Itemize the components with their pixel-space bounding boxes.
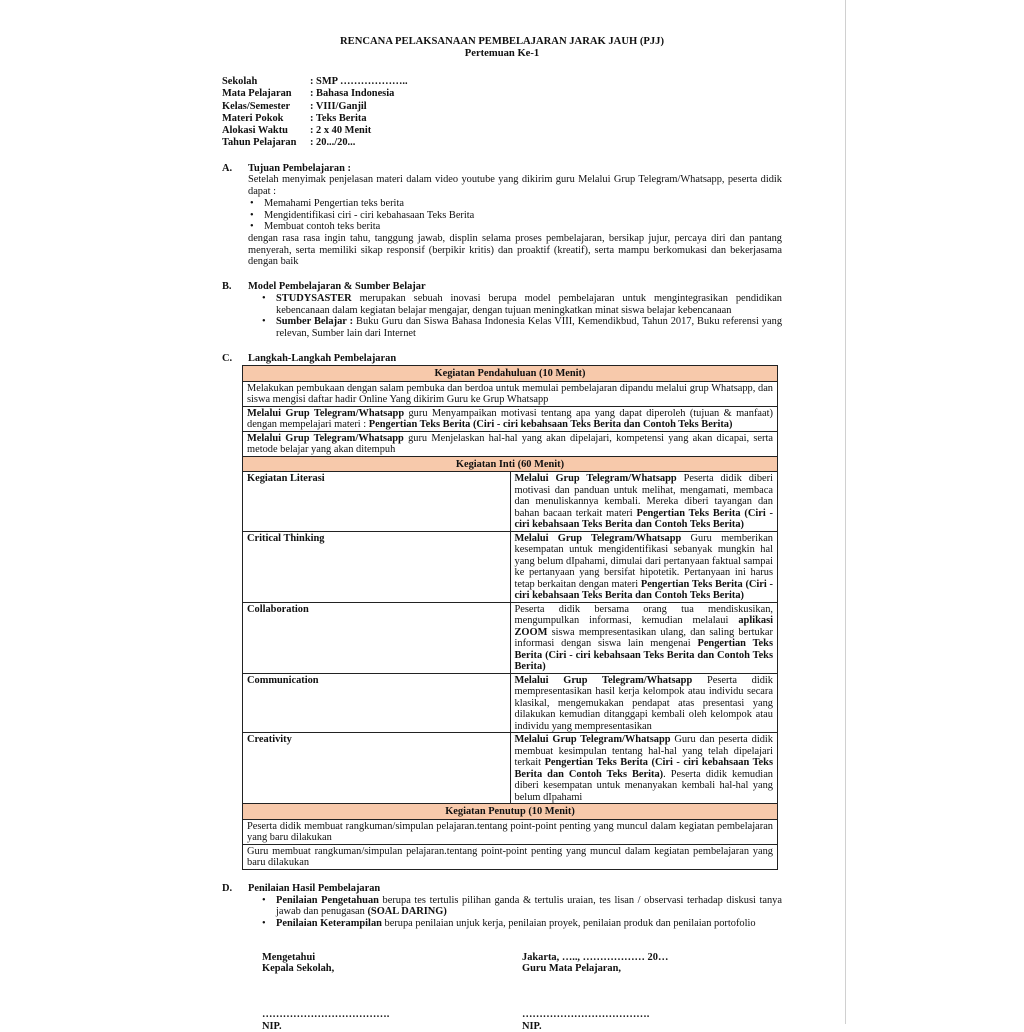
signature-role: Guru Mata Pelajaran, [522,963,621,975]
table-cell [510,733,778,804]
table-row [243,431,778,456]
list-item [260,918,782,930]
signature-line: ………………………………. [262,1009,390,1021]
text: guru Menyampaikan motivasi tentang apa yang dapat diperoleh (tujuan & manfaat) dengan mempelajari materi : [247,407,773,431]
table-row [243,804,778,820]
signature-date: Jakarta, ….., ……………… 20… [522,951,669,963]
section-letter: B. [222,281,232,293]
document-page [222,36,782,1032]
section-heading [222,883,782,895]
meta-label: Sekolah [222,76,258,87]
meta-value: : 20.../20... [310,137,356,149]
row-label: Collaboration [243,602,511,673]
identity-block [222,76,782,150]
list-item: • Membuat contoh teks berita [248,221,782,233]
meta-value: : SMP ……………….. [310,76,408,87]
table-cell [510,673,778,733]
text: berupa penilaian unjuk kerja, penilaian proyek, penilaian produk dan penilaian portofolio [381,917,756,929]
signature-line: ………………………………. [522,1009,650,1021]
meta-value: : Teks Berita [310,112,367,124]
row-label: Communication [243,673,511,733]
meta-label: Alokasi Waktu [222,125,288,137]
meta-row [222,137,782,149]
bold-text: STUDYSASTER [276,292,352,304]
section-title: Tujuan Pembelajaran : [248,162,351,174]
section-letter: D. [222,882,233,894]
row-label: Critical Thinking [243,531,511,602]
text: berupa tes tertulis pilihan ganda & tertulis uraian, tes lisan / observasi terhadap diskusi tanya jawab dan penugasan [276,894,782,918]
text: siswa mempresentasikan ulang, dan saling bertukar informasi dengan siswa lain mengenai [514,626,773,650]
table-header-penutup: Kegiatan Penutup (10 Menit) [243,804,778,820]
section-body [222,293,782,340]
table-row [243,366,778,382]
list-item [260,895,782,918]
table-cell [510,602,778,673]
table-cell: Peserta didik membuat rangkuman/simpulan pelajaran.tentang point-point penting yang muncul dalam kegiatan pembelajaran yang baru dilakukan [243,819,778,844]
bold-text: Pengertian Teks Berita (Ciri - ciri kebahsaan Teks Berita dan Contoh Teks Berita) [368,419,733,431]
signature-caption: Mengetahui [262,951,316,963]
page-edge [845,0,846,1024]
meta-label: Tahun Pelajaran [222,137,297,149]
meta-value: : Bahasa Indonesia [310,88,395,100]
bold-text: Melalui Grup Telegram/Whatsapp [514,734,671,746]
section-model [222,281,782,340]
table-row [243,531,778,602]
table-cell: Melakukan pembukaan dengan salam pembuka dan berdoa untuk memulai pembelajaran dipandu melalui grup Whatsapp, dan siswa mengisi daftar hadir Online Yang dikirim Guru ke Grup Whatsapp [243,381,778,406]
row-label: Creativity [243,733,511,804]
bold-text: aplikasi ZOOM [514,615,773,638]
bold-text: Pengertian Teks Berita (Ciri - ciri kebahsaan Teks Berita dan Contoh Teks Berita) [514,507,773,531]
document-title: RENCANA PELAKSANAAN PEMBELAJARAN JARAK JAUH (PJJ) [340,36,664,47]
list-item [260,293,782,316]
bold-text: Pengertian Teks Berita (Ciri - ciri kebahsaan Teks Berita dan Contoh Teks Berita) [514,757,773,780]
table-row [243,472,778,532]
bold-text: Melalui Grup Telegram/Whatsapp [514,473,677,485]
nip-label: NIP. [262,1020,282,1032]
table-cell [243,406,778,431]
table-row [243,602,778,673]
text: Guru dan peserta didik membuat kesimpulan tentang hal-hal yang telah dipelajari terkait [514,734,773,769]
meta-value: : VIII/Ganjil [310,100,367,112]
table-row [243,733,778,804]
meta-row [222,88,782,100]
text: Peserta didik bersama orang tua mendiskusikan, mengumpulkan informasi, kemudian melalaui [514,603,773,627]
meta-row [222,76,782,88]
meta-label: Mata Pelajaran [222,88,292,100]
signature-block [222,952,782,1032]
bold-text: Melalui Grup Telegram/Whatsapp [514,532,682,544]
section-title: Model Pembelajaran & Sumber Belajar [248,281,426,293]
table-header-pendahuluan: Kegiatan Pendahuluan (10 Menit) [243,366,778,382]
signature-left [262,952,522,1032]
signature-right [522,952,782,1032]
list-item: • Mengidentifikasi ciri - ciri kebahasaan Teks Berita [248,210,782,222]
table-cell [510,531,778,602]
bold-text: Melalui Grup Telegram/Whatsapp [514,674,693,686]
section-title: Penilaian Hasil Pembelajaran [248,882,381,894]
meta-value: : 2 x 40 Menit [310,125,372,137]
table-cell [243,431,778,456]
text: merupakan sebuah inovasi berupa model pembelajaran untuk mengintegrasikan pendidikan kebencanaan dalam kegiatan belajar mengajar, dengan tujuan meningkatkan minat siswa belajar kebencanaan [276,292,782,316]
bullet-list [248,293,782,340]
section-heading [222,163,782,175]
section-heading [222,353,782,365]
table-row [243,819,778,844]
table-row [243,844,778,869]
section-title: Langkah-Langkah Pembelajaran [248,352,397,364]
meta-row [222,125,782,137]
section-heading [222,281,782,293]
steps-table [242,365,778,870]
section-body [222,174,782,268]
section-langkah [222,353,782,870]
meta-row [222,101,782,113]
text: Peserta didik diberi motivasi dan panduan untuk melihat, mengamati, membaca dan menuliskannya kembali. Mereka diberi tayangan dan bahan bacaan terkait materi [514,473,773,519]
table-row [243,406,778,431]
section-tujuan [222,163,782,268]
meta-label: Materi Pokok [222,112,284,124]
paragraph: Setelah menyimak penjelasan materi dalam video youtube yang dikirim guru Melalui Grup Telegram/Whatsapp, peserta didik dapat : [248,174,782,198]
row-label: Kegiatan Literasi [243,472,511,532]
text: . Peserta didik kemudian diberi kesempatan untuk menanyakan kembali hal-hal yang belum dIpahami [514,768,773,803]
table-cell [510,472,778,532]
paragraph: dengan rasa rasa ingin tahu, tanggung jawab, displin selama proses pembelajaran, bersikap jujur, percaya diri dan pantang menyerah, serta memiliki sikap responsif (berpikir kritis) dan proaktif (kreatif), serta mampu berkomukasi dan bekerjasama dengan baik [248,233,782,268]
text: Buku Guru dan Siswa Bahasa Indonesia Kelas VIII, Kemendikbud, Tahun 2017, Buku referensi yang relevan, Sumber lain dari Internet [276,316,783,339]
table-row [243,673,778,733]
bold-text: Pengertian Teks Berita (Ciri - ciri kebahsaan Teks Berita dan Contoh Teks Berita) [514,638,773,673]
bold-text: Sumber Belajar : [276,316,354,328]
meta-label: Kelas/Semester [222,100,291,112]
bold-text: Pengertian Teks Berita (Ciri - ciri kebahsaan Teks Berita dan Contoh Teks Berita) [514,578,773,602]
bold-text: Penilaian Keterampilan [276,917,382,929]
bullet-list [248,198,782,233]
bullet-list [248,895,782,930]
table-header-inti: Kegiatan Inti (60 Menit) [243,456,778,472]
list-item [260,316,782,339]
table-row [243,456,778,472]
list-item: • Memahami Pengertian teks berita [248,198,782,210]
text: guru Menjelaskan hal-hal yang akan dipelajari, kompetensi yang akan dicapai, serta metode belajar yang akan ditempuh [247,432,773,456]
text: Peserta didik mempresentasikan hasil kerja kelompok atau individu secara klasikal, mengemukakan pendapat atas presentasi yang dilakukan kemudian ditanggapi kembali oleh kelompok atau individu yang mempresentasikan [514,674,773,732]
text: Guru memberikan kesempatan untuk mengidentifikasi sebanyak mungkin hal yang belum dIpahami, dimulai dari pertanyaan faktual sampai ke pertanyaan yang bersifat hipotetik. Pertanyaan ini harus tetap berkaitan dengan materi [514,532,773,590]
bold-text: Penilaian Pengetahuan [276,894,379,906]
section-body [222,895,782,930]
table-row [243,381,778,406]
meta-row [222,113,782,125]
nip-label: NIP. [522,1020,542,1032]
section-penilaian [222,883,782,930]
section-letter: A. [222,162,233,174]
table-cell: Guru membuat rangkuman/simpulan pelajaran.tentang point-point penting yang muncul dalam kegiatan pembelajaran yang baru dilakukan [243,844,778,869]
signature-role: Kepala Sekolah, [262,963,335,975]
section-letter: C. [222,352,233,364]
bold-text: Melalui Grup Telegram/Whatsapp [247,407,405,419]
bold-text: Melalui Grup Telegram/Whatsapp [247,432,404,444]
document-subtitle: Pertemuan Ke-1 [464,48,540,59]
bold-text: (SOAL DARING) [367,906,447,918]
